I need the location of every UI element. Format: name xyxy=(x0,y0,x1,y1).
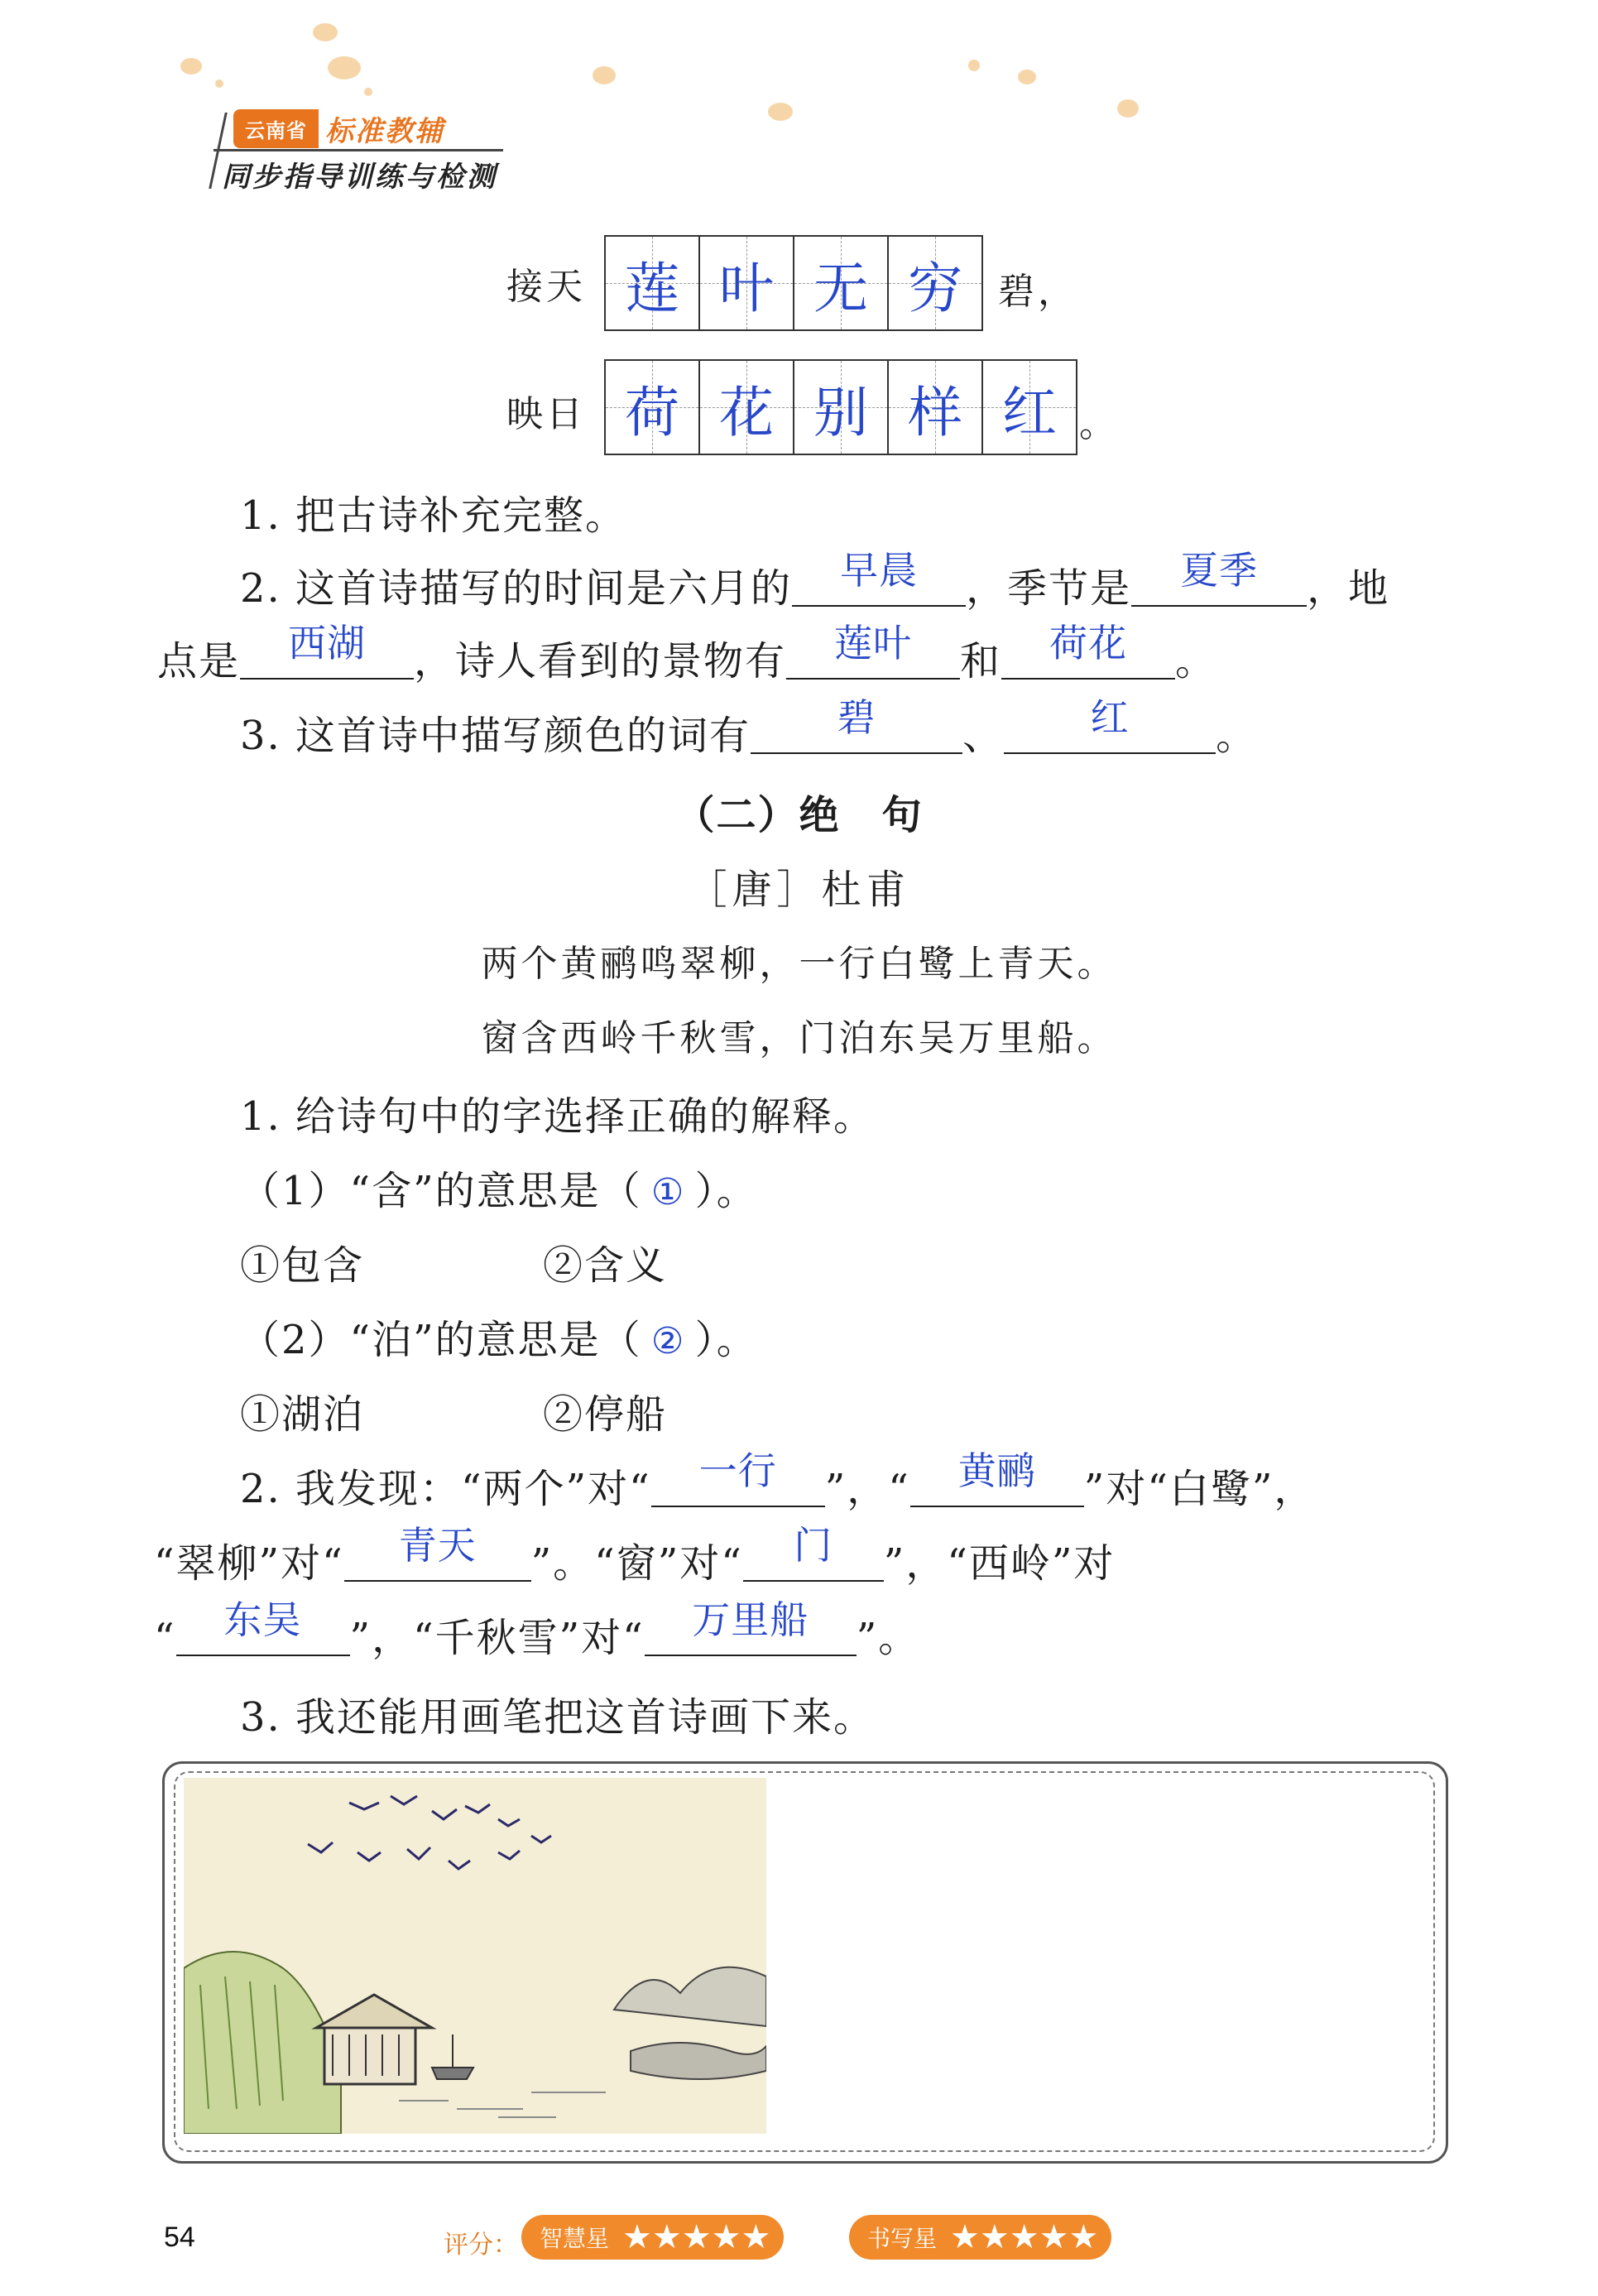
birds xyxy=(308,1796,551,1869)
decor-leaf xyxy=(768,103,793,121)
answer-blank: 西湖 xyxy=(240,635,414,680)
page-number: 54 xyxy=(164,2222,195,2253)
decor-leaf xyxy=(1018,70,1036,84)
question-2-3: 3. 我还能用画笔把这首诗画下来。 xyxy=(240,1694,876,1741)
answer-blank: 青天 xyxy=(344,1537,531,1582)
willow-tree xyxy=(184,1952,341,2134)
writing-star-label: 书写星 xyxy=(867,2225,938,2252)
answer-blank: 早晨 xyxy=(792,562,966,607)
book-subtitle: 同步指导训练与检测 xyxy=(222,161,497,194)
brand-logo xyxy=(233,109,444,147)
decor-dot xyxy=(968,60,980,71)
writing-star-rating xyxy=(849,2215,1111,2260)
poem1-line1-grid xyxy=(604,235,983,331)
answer-blank: 莲叶 xyxy=(786,635,960,680)
decor-leaf xyxy=(313,23,338,41)
wisdom-stars xyxy=(622,2218,771,2256)
decor-leaf xyxy=(180,58,202,74)
grid-cell: 叶 xyxy=(700,237,794,329)
option-2: ②停船 xyxy=(543,1391,668,1438)
answer-blank: 一行 xyxy=(651,1463,825,1507)
star-icon: ★ xyxy=(681,2218,712,2256)
mountains xyxy=(614,1967,766,2026)
water-lines xyxy=(399,2092,606,2117)
poem2-title: （二）绝 句 xyxy=(674,792,924,838)
answer-blank: 碧 xyxy=(751,709,962,754)
decor-dot xyxy=(364,88,372,96)
poem1-line2-grid xyxy=(604,359,1077,455)
answer-blank: 夏季 xyxy=(1131,562,1307,607)
star-icon: ★ xyxy=(622,2218,652,2256)
grid-cell: 无 xyxy=(794,237,889,329)
grid-cell: 穷 xyxy=(889,237,981,329)
question-2-1-sub2: （2）“泊”的意思是（ ② ）。 xyxy=(240,1317,758,1363)
shore xyxy=(631,2043,766,2079)
star-icon: ★ xyxy=(651,2218,682,2256)
poem2-line2: 窗含西岭千秋雪，门泊东吴万里船。 xyxy=(481,1017,1117,1059)
star-icon: ★ xyxy=(950,2218,980,2256)
star-icon: ★ xyxy=(979,2218,1010,2256)
decor-dot xyxy=(215,79,223,88)
question-2-2-line2: “翠柳”对“ 青天 ”。“窗”对“ 门 ”，“西岭”对 xyxy=(154,1523,1116,1587)
wisdom-star-rating xyxy=(521,2215,784,2260)
poem2-author: ［唐］杜甫 xyxy=(687,867,911,913)
star-icon: ★ xyxy=(1009,2218,1039,2256)
question-1-1: 1. 把古诗补充完整。 xyxy=(240,492,627,539)
grid-cell: 红 xyxy=(983,361,1076,454)
student-drawing xyxy=(184,1778,766,2134)
decor-leaf xyxy=(328,56,361,79)
answer-blank: 东吴 xyxy=(176,1612,350,1656)
house-roof xyxy=(316,1995,432,2028)
wisdom-star-label: 智慧星 xyxy=(540,2225,610,2252)
grid-cell: 样 xyxy=(889,361,983,454)
question-2-1-sub1: （1）“含”的意思是（ ① ）。 xyxy=(240,1168,758,1214)
poem2-line1: 两个黄鹂鸣翠柳，一行白鹭上青天。 xyxy=(481,943,1117,985)
writing-stars xyxy=(950,2218,1099,2256)
star-icon: ★ xyxy=(711,2218,741,2256)
answer-blank: 黄鹂 xyxy=(910,1463,1084,1507)
grid-cell: 别 xyxy=(794,361,889,454)
question-1-3: 3. 这首诗中描写颜色的词有 碧 、 红 。 xyxy=(240,695,1258,759)
answer-blank: 红 xyxy=(1004,709,1216,754)
star-icon: ★ xyxy=(1039,2218,1069,2256)
question-2-1: 1. 给诗句中的字选择正确的解释。 xyxy=(240,1093,876,1140)
option-1: ①包含 xyxy=(240,1242,365,1289)
answer-choice: ① xyxy=(650,1171,686,1213)
decor-leaf xyxy=(1117,99,1139,118)
answer-choice: ② xyxy=(650,1320,686,1362)
score-label: 评分： xyxy=(444,2231,518,2260)
brand-name: 标准教辅 xyxy=(325,114,444,148)
option-2: ②含义 xyxy=(543,1242,668,1289)
question-1-2-line2: 点是 西湖 ，诗人看到的景物有 莲叶 和 荷花 。 xyxy=(157,621,1217,684)
poem1-line2-prefix: 映日 xyxy=(506,393,586,435)
decor-leaf xyxy=(593,66,616,84)
grid-cell: 花 xyxy=(700,361,794,454)
star-icon: ★ xyxy=(741,2218,771,2256)
poem1-line1-suffix: 碧， xyxy=(998,271,1077,313)
header-rule xyxy=(214,149,503,151)
grid-cell: 荷 xyxy=(606,361,700,454)
poem1-line1-prefix: 接天 xyxy=(506,266,586,308)
option-1: ①湖泊 xyxy=(240,1391,365,1438)
boat xyxy=(432,2068,473,2079)
answer-blank: 荷花 xyxy=(1001,635,1175,680)
question-2-2-line3: “ 东吴 ”，“千秋雪”对“ 万里船 ”。 xyxy=(154,1597,920,1661)
question-1-2-line1: 2. 这首诗描写的时间是六月的 早晨 ，季节是 夏季 ，地 xyxy=(240,548,1390,612)
house xyxy=(324,2026,415,2084)
drawing-image xyxy=(184,1778,766,2134)
poem1-line2-suffix: 。 xyxy=(1079,403,1119,445)
question-2-2-line1: 2. 我发现：“两个”对“ 一行 ”，“ 黄鹂 ”对“白鹭”， xyxy=(240,1448,1316,1512)
answer-blank: 万里船 xyxy=(645,1612,857,1656)
answer-blank: 门 xyxy=(743,1537,884,1582)
grid-cell: 莲 xyxy=(606,237,700,329)
star-icon: ★ xyxy=(1068,2218,1099,2256)
province-badge: 云南省 xyxy=(233,109,319,148)
